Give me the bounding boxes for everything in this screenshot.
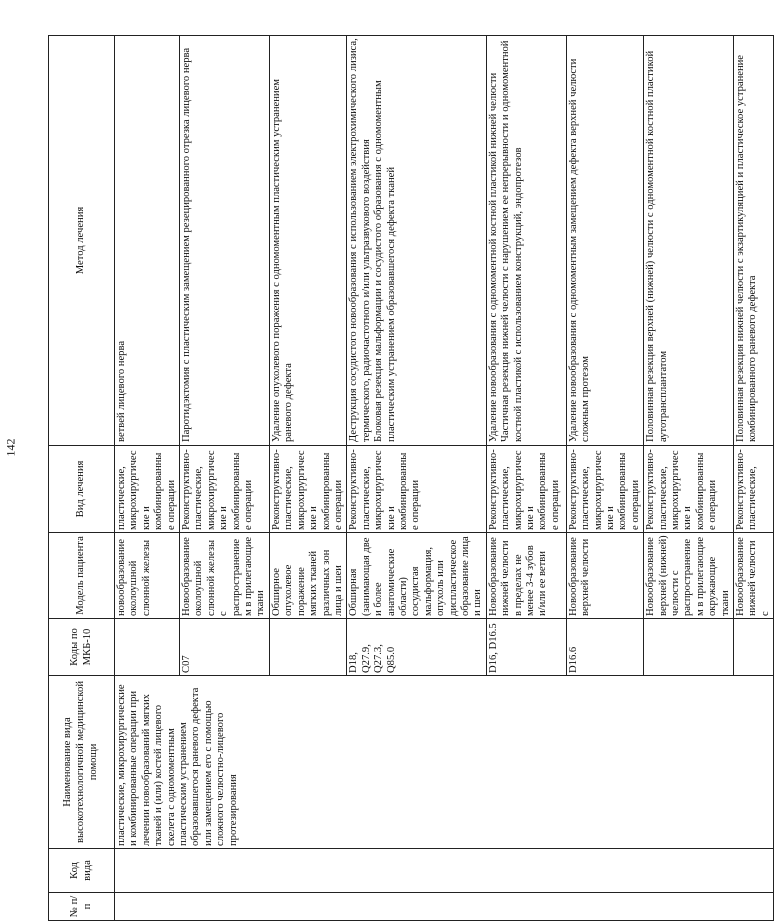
patient-cell: Новообразование нижней челюсти в пределах не менее 3-4 зубов и/или ее ветви — [486, 533, 566, 619]
service-name-cell: пластические, микрохирургические и комбинированные операции при лечении новообразований мягких тканей и (или) костей лицевого скелета с одномоментным пластическим устранением образовавшегося раневого дефекта или замещением его с помощью сложного челюстно-лицевого протезирования — [115, 676, 774, 849]
method-cell: Паротидэктомия с пластическим замещением резецированного отрезка лицевого нерва — [180, 36, 270, 446]
method-cell: Удаление новообразования с одномоментным замещением дефекта верхней челюсти сложным протезом — [566, 36, 643, 446]
treatment-type-cell: Реконструктивно-пластические, микрохирургические и комбинированные операции — [644, 446, 734, 533]
header-treatment-method: Метод лечения — [49, 36, 115, 446]
icd-cell — [269, 619, 346, 676]
method-cell: Удаление опухолевого поражения с одномоментным пластическим устранением раневого дефекта — [269, 36, 346, 446]
header-treatment-type: Вид лечения — [49, 446, 115, 533]
method-cell: Деструкция сосудистого новообразования с использованием электрохимического лизиса, термического, радиочастотного и/или ультразвукового воздействия Блоковая резекция мальформации и сосудистого образования с одномоментным пластическим устранением образовавшегося дефекта тканей — [347, 36, 486, 446]
table-row — [115, 36, 180, 921]
treatment-type-cell: Реконструктивно-пластические, микрохирургические и комбинированные операции — [180, 446, 270, 533]
patient-cell: Новообразование нижней челюсти с — [734, 533, 774, 619]
method-cell: Удаление новообразования с одномоментной костной пластикой нижней челюсти Частичная резекция нижней челюсти с нарушением ее непрерывности и одномоментной костной пластикой с использованием конструкций, эндопротезов — [486, 36, 566, 446]
method-cell: Половинная резекция верхней (нижней) челюсти с одномоментной костной пластикой аутотрансплантатом — [644, 36, 734, 446]
icd-cell: D18, Q27.9, Q27.3, Q85.0 — [347, 619, 486, 676]
patient-cell: Обширное опухолевое поражение мягких тканей различных зон лица и шеи — [269, 533, 346, 619]
treatment-type-cell: пластические, микрохирургические и комбинированные операции — [115, 446, 180, 533]
method-cell: ветвей лицевого нерва — [115, 36, 180, 446]
group-code-cell — [115, 849, 774, 893]
patient-cell: Обширная (занимающая две и более анатомические области) сосудистая мальформация, опухоль или диспластическое образование лица и шеи — [347, 533, 486, 619]
page-number: 142 — [3, 438, 18, 457]
header-service-name: Наименование вида высокотехнологичной медицинской помощи — [49, 676, 115, 849]
icd-cell — [644, 619, 734, 676]
rotated-document — [48, 36, 771, 921]
treatment-type-cell: Реконструктивно-пластические, микрохирургические и комбинированные операции — [566, 446, 643, 533]
patient-cell: Новообразование верхней челюсти — [566, 533, 643, 619]
method-cell: Половинная резекция нижней челюсти с экзартикуляцией и пластическое устранение комбинированного раневого дефекта — [734, 36, 774, 446]
header-icd-codes: Коды по МКБ-10 — [49, 619, 115, 676]
icd-cell — [734, 619, 774, 676]
header-num: № п/п — [49, 893, 115, 921]
table-header-row — [49, 36, 115, 921]
treatment-type-cell: Реконструктивно-пластические, микрохирургические и комбинированные операции — [269, 446, 346, 533]
header-patient-model: Модель пациента — [49, 533, 115, 619]
icd-cell — [115, 619, 180, 676]
patient-cell: Новообразование околоушной слюнной железы с распространением в прилегающие ткани — [180, 533, 270, 619]
num-cell — [115, 893, 774, 921]
patient-cell: новообразование околоушной слюнной железы — [115, 533, 180, 619]
treatment-type-cell: Реконструктивно-пластические, микрохирургические и комбинированные операции — [486, 446, 566, 533]
patient-cell: Новообразование верхней (нижней) челюсти с распространением в прилегающие окружающие ткани — [644, 533, 734, 619]
header-group-code: Код вида — [49, 849, 115, 893]
treatment-table — [48, 35, 774, 921]
icd-cell: C07 — [180, 619, 270, 676]
icd-cell: D16, D16.5 — [486, 619, 566, 676]
treatment-type-cell: Реконструктивно-пластические, микрохирургические и комбинированные операции — [347, 446, 486, 533]
icd-cell: D16.6 — [566, 619, 643, 676]
treatment-type-cell: Реконструктивно-пластические, — [734, 446, 774, 533]
